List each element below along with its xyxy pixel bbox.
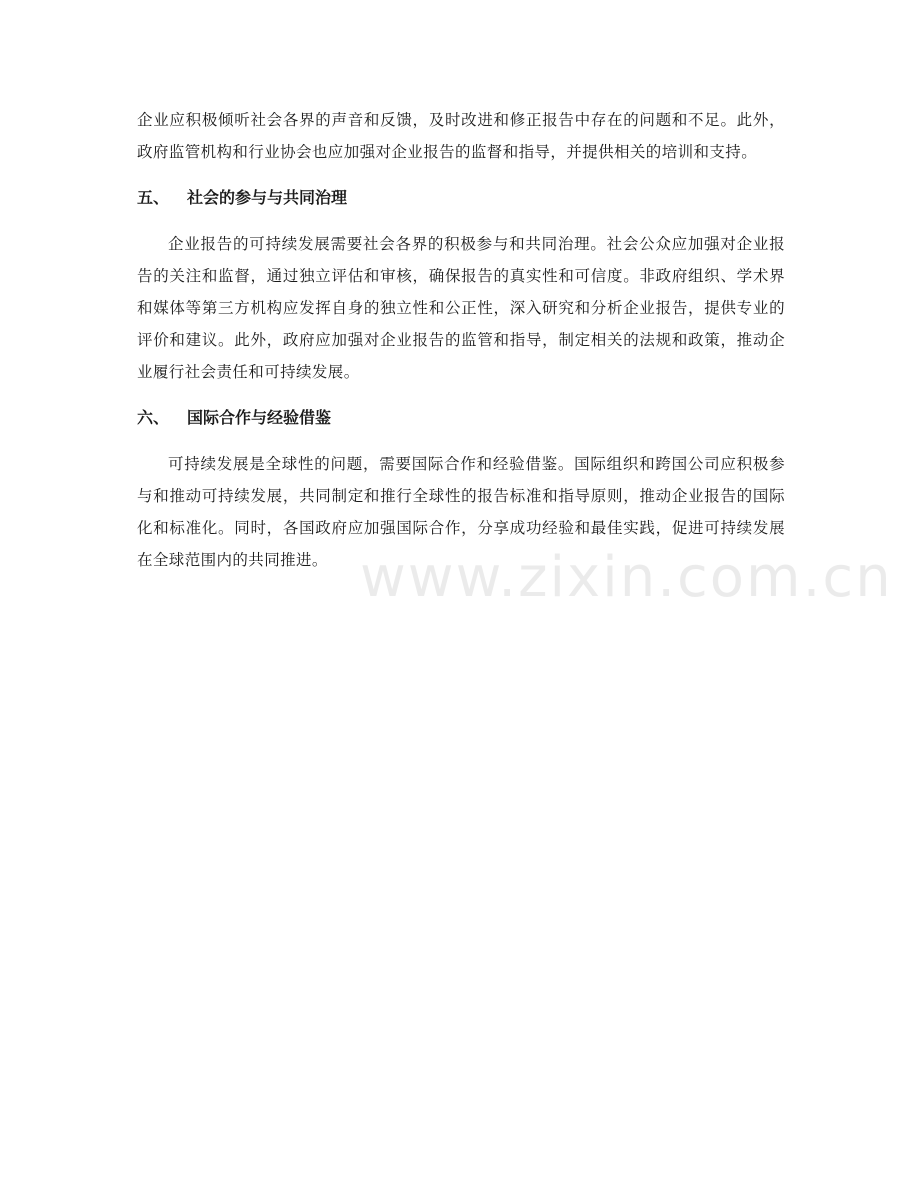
section-number: 六、 xyxy=(137,408,170,427)
section-title: 国际合作与经验借鉴 xyxy=(187,408,332,427)
document-content xyxy=(137,104,785,576)
section-heading-6 xyxy=(137,402,785,434)
section-number: 五、 xyxy=(137,188,170,207)
section-heading-5 xyxy=(137,182,785,214)
intro-paragraph: 企业应积极倾听社会各界的声音和反馈，及时改进和修正报告中存在的问题和不足。此外，政府监管机构和行业协会也应加强对企业报告的监督和指导，并提供相关的培训和支持。 xyxy=(137,111,785,161)
section-title: 社会的参与与共同治理 xyxy=(187,188,348,207)
section-body-5: 企业报告的可持续发展需要社会各界的积极参与和共同治理。社会公众应加强对企业报告的关注和监督，通过独立评估和审核，确保报告的真实性和可信度。非政府组织、学术界和媒体等第三方机构应发挥自身的独立性和公正性，深入研究和分析企业报告，提供专业的评价和建议。此外，政府应加强对企业报告的监管和指导，制定相关的法规和政策，推动企业履行社会责任和可持续发展。 xyxy=(137,235,785,381)
watermark: www.zixin.com.cn xyxy=(360,545,893,610)
section-body-6: 可持续发展是全球性的问题，需要国际合作和经验借鉴。国际组织和跨国公司应积极参与和推动可持续发展，共同制定和推行全球性的报告标准和指导原则，推动企业报告的国际化和标准化。同时，各国政府应加强国际合作，分享成功经验和最佳实践，促进可持续发展在全球范围内的共同推进。 xyxy=(137,455,785,569)
